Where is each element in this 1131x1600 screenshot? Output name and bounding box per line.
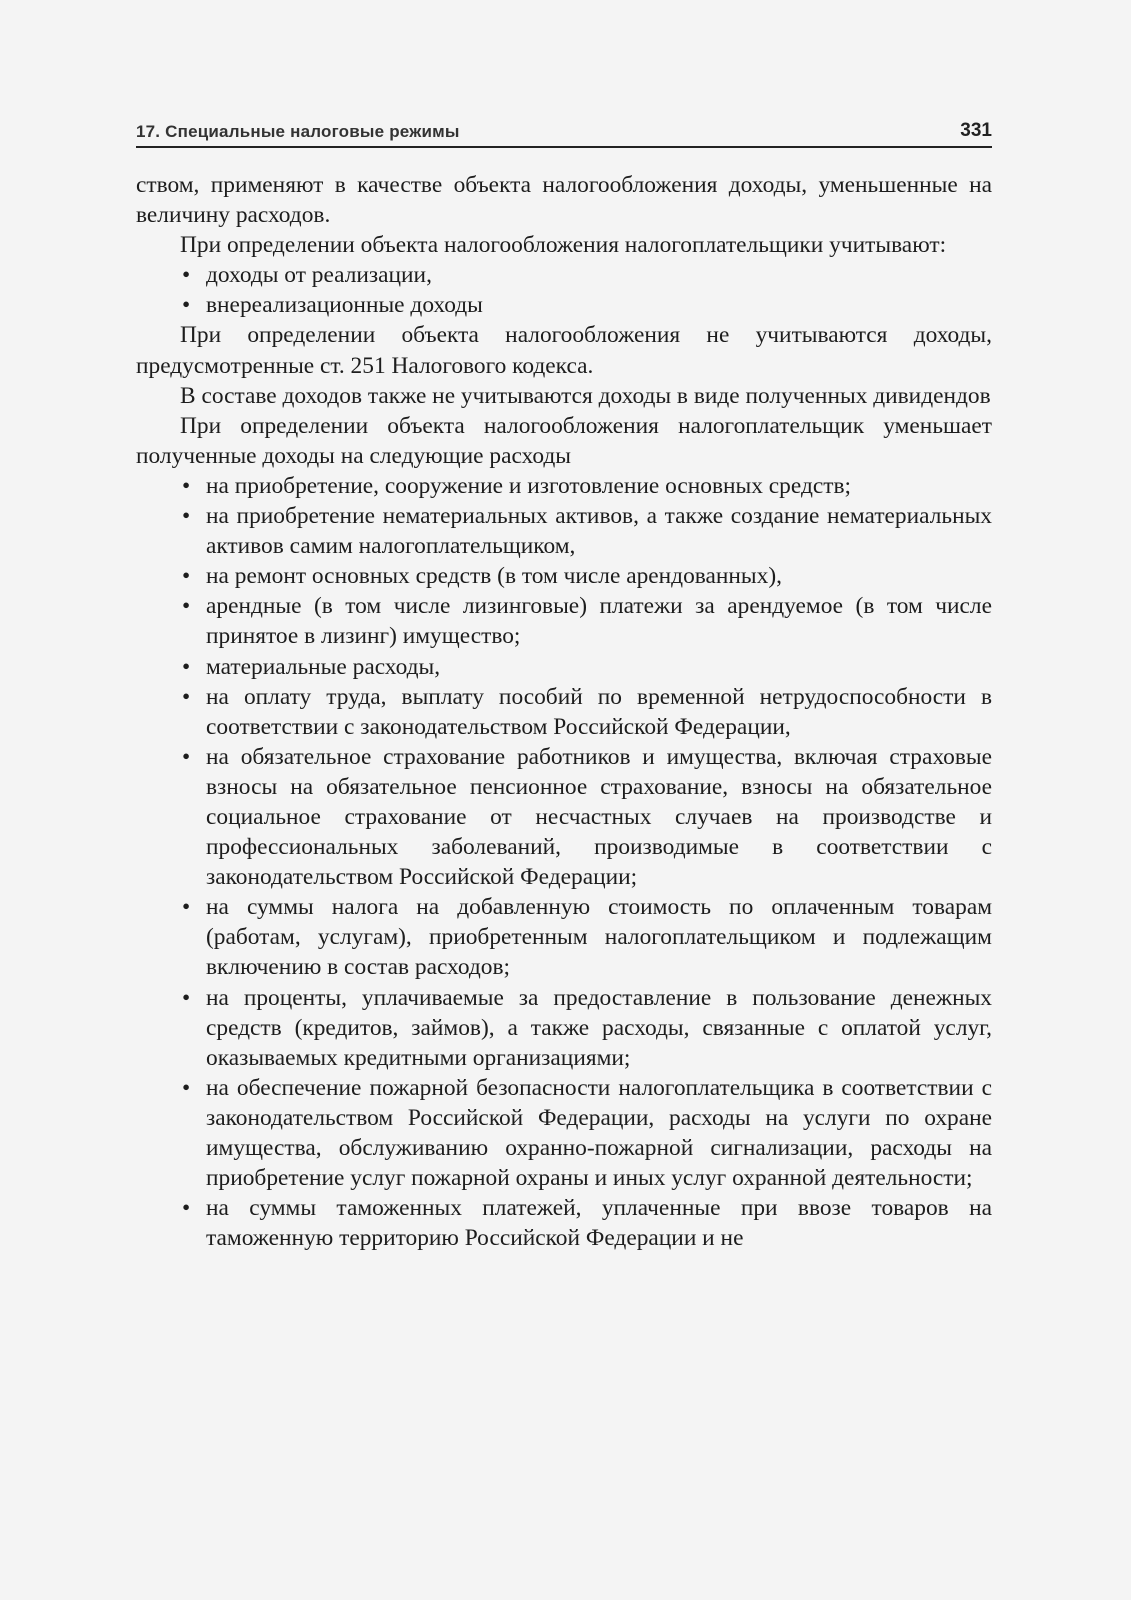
list-item: • на обеспечение пожарной безопасности налогоплательщика в соответствии с законодательством Российской Федерации, расходы на услуги по охране имущества, обслуживанию охранно-пожарной сигнализации, расходы на приобретение услуг пожарной охраны и иных услуг охранной деятельности;	[136, 1073, 992, 1193]
list-item: • на приобретение, сооружение и изготовление основных средств;	[136, 471, 992, 501]
list-item: • на проценты, уплачиваемые за предоставление в пользование денежных средств (кредитов, займов), а также расходы, связанные с оплатой услуг, оказываемых кредитными организациями;	[136, 983, 992, 1073]
list-item: • на суммы налога на добавленную стоимость по оплаченным товарам (работам, услугам), приобретенным налогоплательщиком и подлежащим включению в состав расходов;	[136, 892, 992, 982]
page-number: 331	[960, 120, 992, 141]
list-item: • материальные расходы,	[136, 652, 992, 682]
expense-list	[136, 471, 992, 1253]
list-item: • на приобретение нематериальных активов, а также создание нематериальных активов самим налогоплательщиком,	[136, 501, 992, 561]
chapter-title: 17. Специальные налоговые режимы	[136, 122, 460, 141]
list-item: • на оплату труда, выплату пособий по временной нетрудоспособности в соответствии с законодательством Российской Федерации,	[136, 682, 992, 742]
income-list	[136, 260, 992, 320]
running-head	[136, 112, 992, 148]
list-item: • на ремонт основных средств (в том числе арендованных),	[136, 561, 992, 591]
paragraph-excluded-income: При определении объекта налогообложения не учитываются доходы, предусмотренные ст. 251 Налогового кодекса.	[136, 322, 992, 379]
paragraph-dividends: В составе доходов также не учитываются доходы в виде полученных дивидендов	[180, 382, 991, 409]
book-page	[136, 112, 992, 1253]
list-item: • внереализационные доходы	[136, 290, 992, 320]
paragraph-continuation: ством, применяют в качестве объекта налогообложения доходы, уменьшенные на величину расходов.	[136, 172, 992, 229]
list-item: • арендные (в том числе лизинговые) платежи за арендуемое (в том числе принятое в лизинг) имущество;	[136, 591, 992, 651]
paragraph-income-intro: При определении объекта налогообложения налогоплательщики учитывают:	[180, 232, 947, 259]
list-item: • доходы от реализации,	[136, 260, 992, 290]
page-body	[136, 170, 992, 1253]
list-item: • на суммы таможенных платежей, уплаченные при ввозе товаров на таможенную территорию Российской Федерации и не	[136, 1193, 992, 1253]
list-item: • на обязательное страхование работников и имущества, включая страховые взносы на обязательное пенсионное страхование, взносы на обязательное социальное страхование от несчастных случаев на производстве и профессиональных заболеваний, производимые в соответствии с законодательством Российской Федерации;	[136, 742, 992, 892]
paragraph-expenses-intro: При определении объекта налогообложения налогоплательщик уменьшает полученные доходы на следующие расходы	[136, 412, 992, 469]
